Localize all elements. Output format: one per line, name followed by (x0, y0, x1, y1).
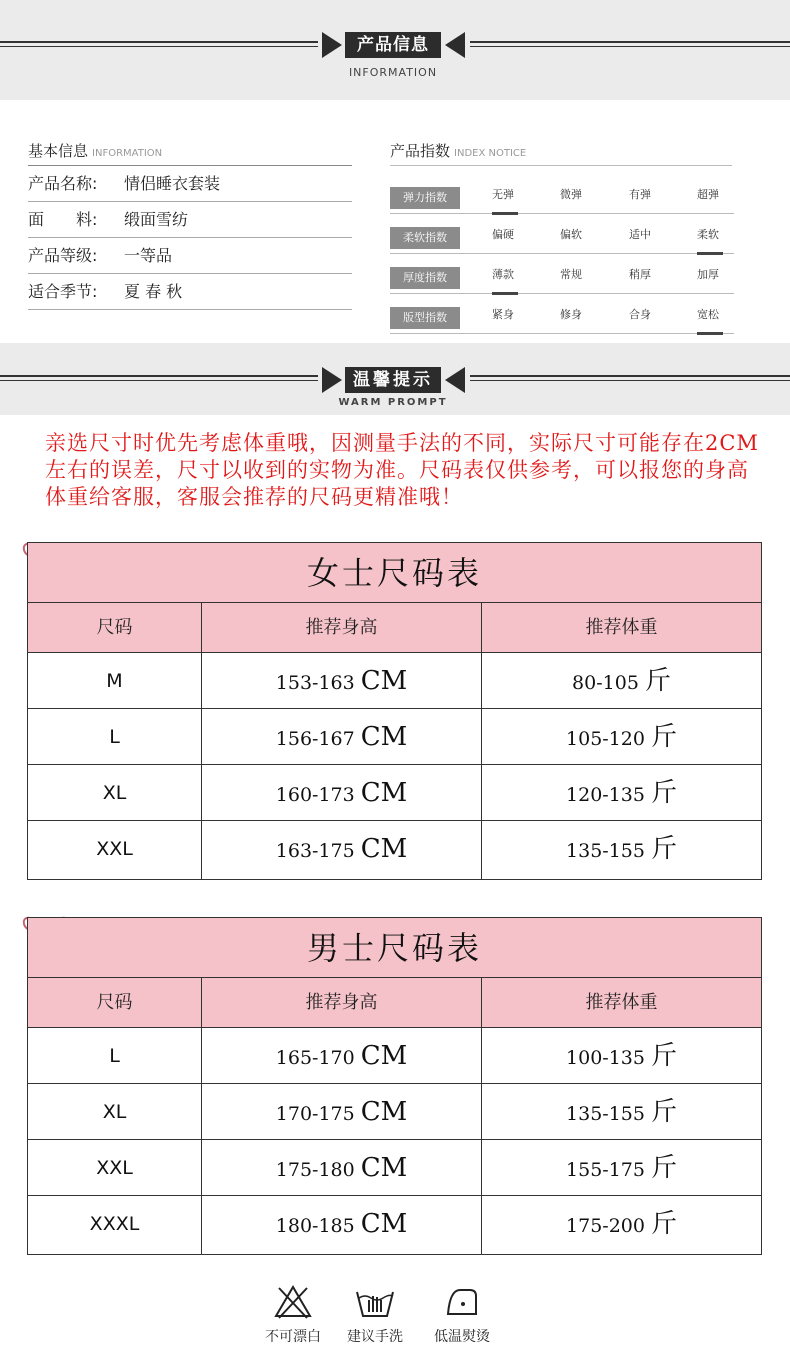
index-line (390, 293, 734, 294)
index-option: 微弹 (560, 188, 582, 201)
cell-weight (482, 1028, 761, 1083)
cell-height (202, 1196, 482, 1254)
table-row (28, 709, 761, 765)
banner-arrow-right (445, 367, 465, 393)
table-row (28, 765, 761, 821)
women-size-table (27, 542, 762, 880)
cell-height (202, 1084, 482, 1139)
index-option: 无弹 (492, 188, 514, 201)
weight-value: 155-175 (566, 1159, 645, 1181)
header-size: 尺码 (28, 978, 202, 1027)
height-value: 175-180 (275, 1159, 355, 1181)
height-value: 160-173 (275, 784, 355, 806)
warm-banner (0, 343, 790, 415)
care-label: 不可漂白 (265, 1329, 321, 1345)
cell-height (202, 1028, 482, 1083)
basic-info-title: 基本信息 (28, 142, 89, 160)
height-unit: CM (360, 1153, 408, 1183)
height-unit: CM (360, 1041, 408, 1071)
table-row (28, 821, 761, 879)
table-row (28, 1084, 761, 1140)
cell-size: XXL (28, 1140, 202, 1195)
index-title-en: INDEX NOTICE (454, 148, 527, 159)
banner-rule-right (470, 41, 790, 47)
cell-weight (482, 709, 761, 764)
basic-info-title-en: INFORMATION (92, 148, 163, 159)
index-selected-marker (697, 332, 723, 335)
index-row (390, 180, 734, 216)
cell-weight (482, 821, 761, 879)
basic-row (28, 202, 352, 238)
cell-weight (482, 1196, 761, 1254)
weight-unit: 斤 (650, 722, 677, 752)
index-label: 弹力指数 (390, 187, 460, 209)
index-option: 加厚 (697, 268, 719, 281)
info-banner (0, 0, 790, 100)
height-unit: CM (360, 1097, 408, 1127)
index-title: 产品指数 (390, 142, 451, 160)
index-line (390, 333, 734, 334)
table-header-row (28, 603, 761, 653)
height-unit: CM (360, 666, 408, 696)
index-option: 紧身 (492, 308, 514, 321)
banner-arrow-left (322, 367, 342, 393)
table-header-row (28, 978, 761, 1028)
cell-size: M (28, 653, 202, 708)
header-size: 尺码 (28, 603, 202, 652)
index-label: 柔软指数 (390, 227, 460, 249)
height-unit: CM (360, 778, 408, 808)
header-height: 推荐身高 (202, 978, 482, 1027)
height-unit: CM (360, 722, 408, 752)
weight-unit: 斤 (650, 1209, 677, 1239)
care-low-iron (422, 1284, 502, 1346)
basic-key: 产品名称: (28, 174, 98, 193)
weight-value: 175-200 (566, 1215, 645, 1237)
index-rows (390, 180, 734, 336)
index-option: 修身 (560, 308, 582, 321)
index-option: 常规 (560, 268, 582, 281)
basic-info-header (28, 140, 352, 166)
basic-row (28, 274, 352, 310)
height-unit: CM (360, 834, 408, 864)
banner-arrow-left (322, 32, 342, 58)
weight-unit: 斤 (644, 666, 671, 696)
height-unit: CM (360, 1209, 408, 1239)
cell-height (202, 653, 482, 708)
cell-height (202, 1140, 482, 1195)
height-value: 163-175 (275, 840, 355, 862)
weight-unit: 斤 (650, 1153, 677, 1183)
banner-title: 温馨提示 (345, 367, 441, 393)
table-title: 男士尺码表 (28, 918, 761, 978)
table-row (28, 1028, 761, 1084)
banner-arrow-right (445, 32, 465, 58)
index-selected-marker (697, 252, 723, 255)
index-notice (390, 140, 734, 336)
weight-value: 80-105 (572, 672, 639, 694)
index-option: 适中 (629, 228, 651, 241)
index-option: 偏硬 (492, 228, 514, 241)
table-body (28, 1028, 761, 1254)
weight-unit: 斤 (650, 1041, 677, 1071)
low-iron-icon (442, 1284, 482, 1320)
height-value: 153-163 (275, 672, 355, 694)
care-label: 低温熨烫 (434, 1329, 490, 1345)
basic-info (28, 140, 352, 310)
height-value: 165-170 (275, 1047, 355, 1069)
cell-size: XXXL (28, 1196, 202, 1254)
cell-size: L (28, 1028, 202, 1083)
index-option: 超弹 (697, 188, 719, 201)
weight-value: 100-135 (566, 1047, 645, 1069)
index-selected-marker (492, 292, 518, 295)
table-title: 女士尺码表 (28, 543, 761, 603)
no-bleach-icon (273, 1284, 313, 1320)
banner-rule-right (470, 375, 790, 381)
cell-height (202, 709, 482, 764)
index-option: 偏软 (560, 228, 582, 241)
cell-weight (482, 1140, 761, 1195)
care-label: 建议手洗 (347, 1329, 403, 1345)
index-row (390, 220, 734, 256)
table-row (28, 653, 761, 709)
basic-row (28, 166, 352, 202)
care-hand-wash (335, 1284, 415, 1346)
banner-subtitle: INFORMATION (348, 66, 438, 79)
table-body (28, 653, 761, 879)
weight-value: 135-155 (566, 840, 645, 862)
index-line (390, 213, 734, 214)
table-row (28, 1140, 761, 1196)
cell-weight (482, 765, 761, 820)
cell-size: XL (28, 765, 202, 820)
banner-title: 产品信息 (345, 32, 441, 58)
index-header (390, 140, 732, 166)
index-label: 版型指数 (390, 307, 460, 329)
height-value: 180-185 (275, 1215, 355, 1237)
header-height: 推荐身高 (202, 603, 482, 652)
weight-value: 120-135 (566, 784, 645, 806)
index-option: 柔软 (697, 228, 719, 241)
weight-unit: 斤 (650, 1097, 677, 1127)
cell-size: L (28, 709, 202, 764)
banner-rule-left (0, 41, 318, 47)
hand-wash-icon (353, 1284, 397, 1320)
index-option: 宽松 (697, 308, 719, 321)
basic-value: 缎面雪纺 (124, 210, 189, 229)
basic-key: 适合季节: (28, 282, 98, 301)
banner-subtitle: WARM PROMPT (338, 397, 448, 408)
cell-weight (482, 653, 761, 708)
basic-row (28, 238, 352, 274)
weight-unit: 斤 (650, 778, 677, 808)
header-weight: 推荐体重 (585, 617, 658, 638)
cell-size: XXL (28, 821, 202, 879)
cell-size: XL (28, 1084, 202, 1139)
basic-value: 情侣睡衣套装 (124, 174, 221, 193)
index-row (390, 260, 734, 296)
height-value: 156-167 (275, 728, 355, 750)
index-option: 合身 (629, 308, 651, 321)
header-weight: 推荐体重 (585, 992, 658, 1013)
weight-value: 135-155 (566, 1103, 645, 1125)
height-value: 170-175 (275, 1103, 355, 1125)
banner-rule-left (0, 375, 318, 381)
care-no-bleach (253, 1284, 333, 1346)
basic-value: 一等品 (124, 246, 173, 265)
cell-weight (482, 1084, 761, 1139)
index-line (390, 253, 734, 254)
weight-value: 105-120 (566, 728, 645, 750)
index-row (390, 300, 734, 336)
men-size-table (27, 917, 762, 1255)
warm-tip-text: 亲选尺寸时优先考虑体重哦，因测量手法的不同，实际尺寸可能存在2CM左右的误差，尺寸以收到的实物为准。尺码表仅供参考，可以报您的身高体重给客服，客服会推荐的尺码更精准哦！ (45, 431, 759, 509)
basic-value: 夏 春 秋 (124, 282, 183, 301)
index-option: 有弹 (629, 188, 651, 201)
basic-key: 面 料: (28, 210, 98, 229)
table-row (28, 1196, 761, 1254)
weight-unit: 斤 (650, 834, 677, 864)
index-label: 厚度指数 (390, 267, 460, 289)
index-selected-marker (492, 212, 518, 215)
index-option: 稍厚 (629, 268, 651, 281)
cell-height (202, 765, 482, 820)
index-option: 薄款 (492, 268, 514, 281)
cell-height (202, 821, 482, 879)
basic-key: 产品等级: (28, 246, 98, 265)
